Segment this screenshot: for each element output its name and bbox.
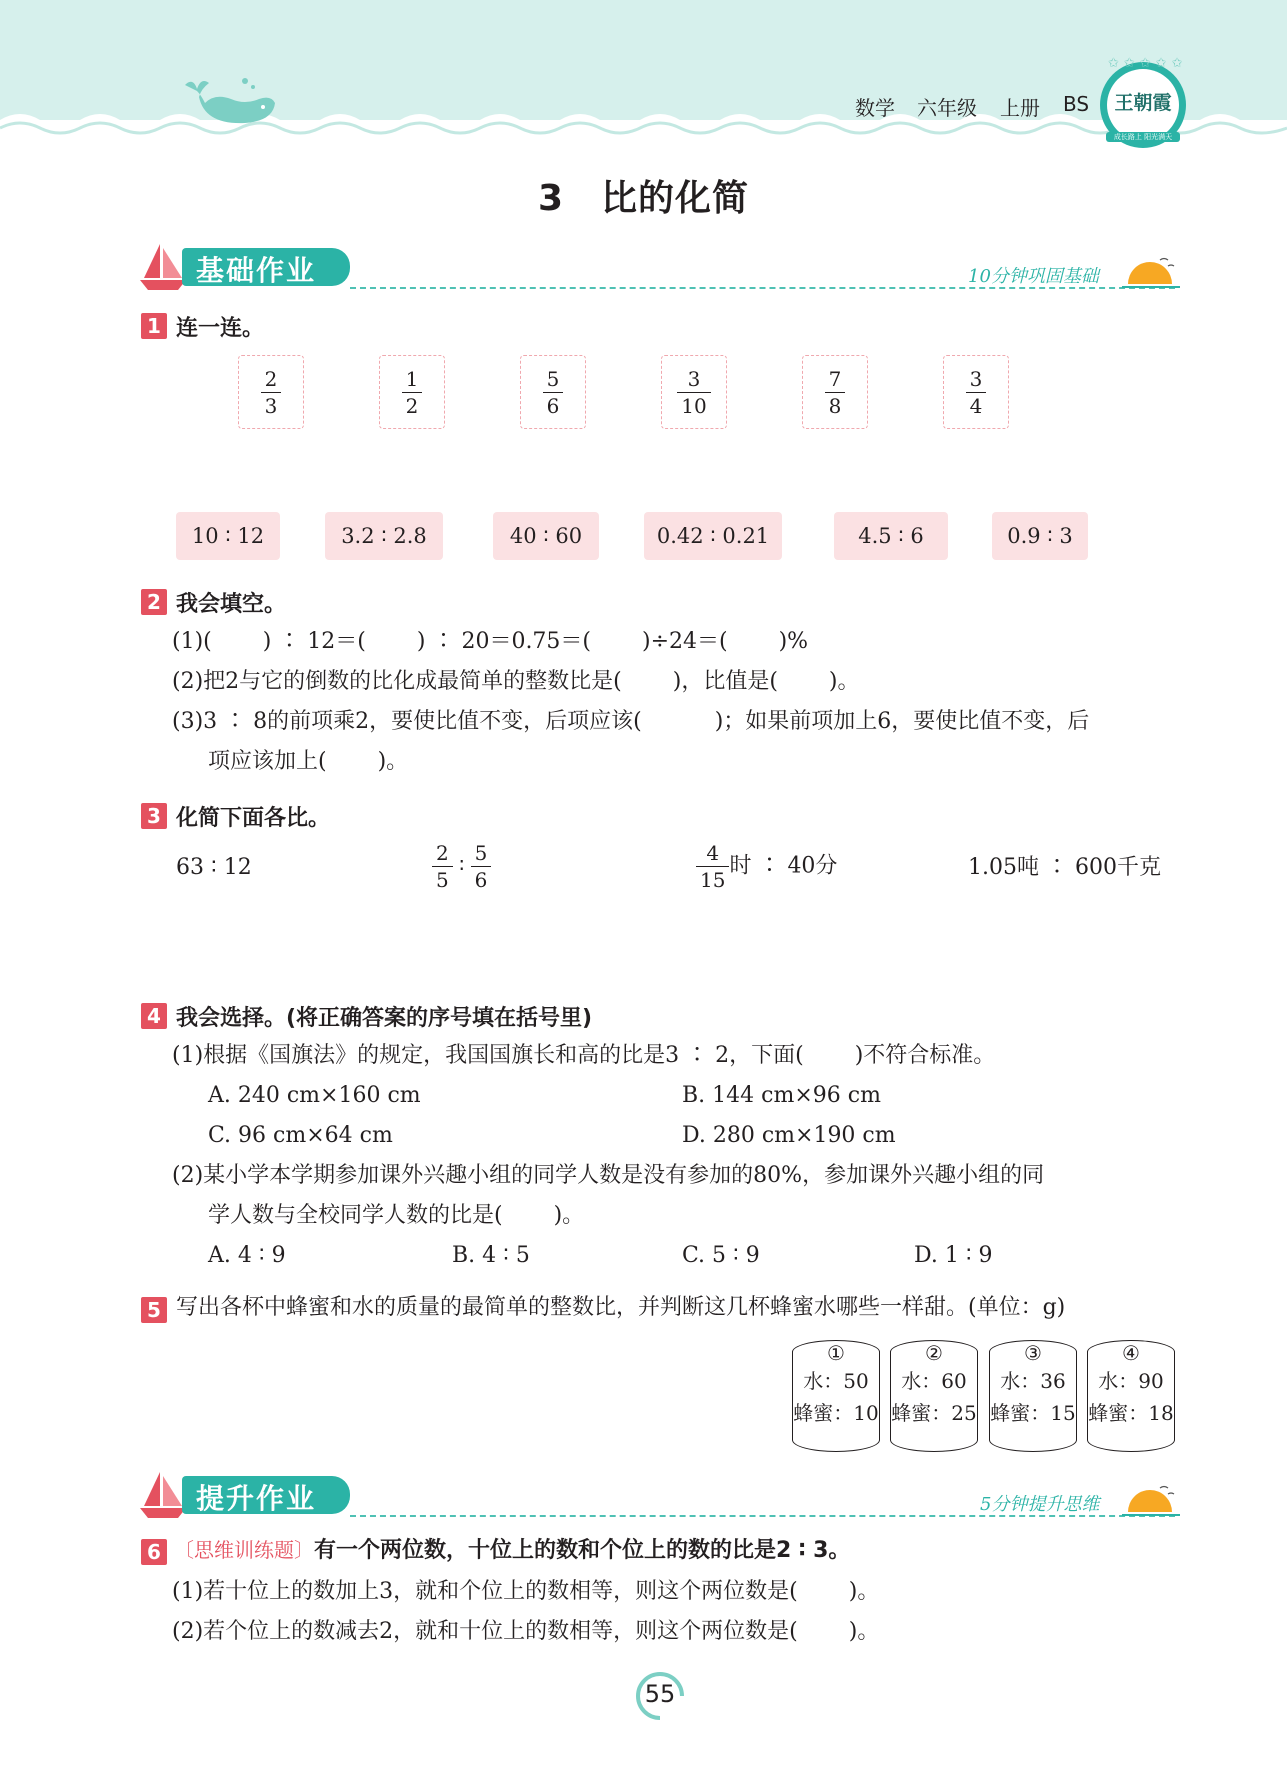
brand-name: 王朝霞: [1114, 92, 1172, 114]
cup-honey: 蜂蜜：25: [891, 1401, 977, 1425]
q3-item-1: 63 ∶ 12: [176, 855, 252, 880]
ratio-card: 3.2 ∶ 2.8: [325, 512, 443, 560]
cup-number: ②: [925, 1341, 943, 1365]
q3-item-4: 1.05吨 ∶ 600千克: [968, 855, 1161, 880]
q6-header: [174, 1535, 850, 1566]
cup-honey: 蜂蜜：18: [1088, 1401, 1174, 1425]
sunrise-icon: [1122, 1482, 1180, 1522]
q4-part2-line1: (2)某小学本学期参加课外兴趣小组的同学人数是没有参加的80%，参加课外兴趣小组的同: [172, 1163, 1045, 1188]
q3-text: 化简下面各比。: [176, 806, 331, 831]
q3-item2-a-num: 2: [432, 840, 453, 867]
sunrise-icon: [1122, 254, 1180, 294]
ratio-card: 0.9 ∶ 3: [992, 512, 1088, 560]
fraction: [677, 366, 710, 419]
section1-label: 基础作业: [196, 254, 317, 287]
q6-line-1: (1)若十位上的数加上3，就和个位上的数相等，则这个两位数是( )。: [172, 1579, 880, 1604]
cup-water: 水：50: [803, 1369, 869, 1393]
q5-number: 5: [141, 1297, 167, 1323]
fraction-denominator: 3: [264, 394, 278, 418]
fraction-denominator: 2: [405, 394, 419, 418]
section2-sub: 5分钟提升思维: [980, 1494, 1100, 1515]
fraction-card: [802, 355, 868, 429]
fraction-denominator: 4: [969, 394, 983, 418]
fraction-numerator: 5: [543, 366, 564, 393]
q4-part2-line2: 学人数与全校同学人数的比是( )。: [208, 1203, 585, 1228]
fraction-numerator: 3: [677, 366, 710, 393]
ratio-card: 4.5 ∶ 6: [834, 512, 948, 560]
q2-line-2: (2)把2与它的倒数的比化成最简单的整数比是( )，比值是( )。: [172, 669, 860, 694]
whale-icon: [175, 75, 285, 135]
q2-line-1: (1)( ) ∶ 12＝( ) ∶ 20＝0.75＝( )÷24＝( )%: [172, 629, 809, 654]
fraction-numerator: 1: [402, 366, 423, 393]
fraction: [825, 366, 846, 419]
page-number: 55: [644, 1680, 676, 1708]
q4-p1-option-b: B. 144 cm×96 cm: [682, 1083, 881, 1108]
q6-line-2: (2)若个位上的数减去2，就和十位上的数相等，则这个两位数是( )。: [172, 1619, 880, 1644]
q4-text: 我会选择。(将正确答案的序号填在括号里): [176, 1006, 593, 1031]
q6-number: 6: [141, 1539, 167, 1565]
honey-water-cup: [989, 1340, 1077, 1452]
fraction-denominator: 10: [681, 394, 707, 418]
header-volume: 上册: [1000, 96, 1040, 120]
cup-honey: 蜂蜜：15: [990, 1401, 1076, 1425]
fraction-numerator: 7: [825, 366, 846, 393]
q3-item2-b-num: 5: [471, 840, 492, 867]
q3-item3-den: 15: [700, 868, 726, 892]
cup-water: 水：36: [1000, 1369, 1066, 1393]
fraction: [543, 366, 564, 419]
header-edition: BS: [1063, 92, 1090, 116]
q2-line-3: (3)3 ∶ 8的前项乘2，要使比值不变，后项应该( )；如果前项加上6，要使比值不变，后: [172, 709, 1090, 734]
q4-p2-option-b: B. 4 ∶ 5: [452, 1243, 530, 1268]
q3-item-3: [696, 840, 837, 893]
cup-water: 水：90: [1098, 1369, 1164, 1393]
fraction-card: [238, 355, 304, 429]
q6-text: 有一个两位数，十位上的数和个位上的数的比是2 ∶ 3。: [314, 1538, 851, 1563]
fraction-denominator: 6: [546, 394, 560, 418]
q2-line-4: 项应该加上( )。: [208, 749, 409, 774]
q3-item3-rest: 时 ∶ 40分: [729, 853, 838, 879]
cup-number: ③: [1024, 1341, 1042, 1365]
sailboat-icon: [140, 242, 186, 292]
q3-item2-colon: ∶: [459, 853, 465, 877]
cup-number: ①: [827, 1341, 845, 1365]
q4-number: 4: [141, 1003, 167, 1029]
q2-text: 我会填空。: [176, 592, 287, 617]
page-title: 3 比的化简: [537, 178, 750, 219]
q4-p2-option-a: A. 4 ∶ 9: [208, 1243, 286, 1268]
q4-p2-option-d: D. 1 ∶ 9: [914, 1243, 993, 1268]
q1-number: 1: [141, 313, 167, 339]
q3-item2-b-den: 6: [474, 868, 488, 892]
ratio-card: 10 ∶ 12: [176, 512, 280, 560]
q4-part1: (1)根据《国旗法》的规定，我国国旗长和高的比是3 ∶ 2，下面( )不符合标准。: [172, 1043, 996, 1068]
q3-item2-a-den: 5: [436, 868, 449, 892]
honey-water-cup: [1087, 1340, 1175, 1452]
q4-p1-option-a: A. 240 cm×160 cm: [208, 1083, 421, 1108]
honey-water-cup: [792, 1340, 880, 1452]
section2-label: 提升作业: [196, 1482, 317, 1515]
fraction-numerator: 2: [261, 366, 282, 393]
q1-text: 连一连。: [176, 316, 265, 341]
q3-number: 3: [141, 803, 167, 829]
q4-p2-option-c: C. 5 ∶ 9: [682, 1243, 760, 1268]
sailboat-icon: [140, 1470, 186, 1520]
header-grade: 六年级: [917, 96, 977, 120]
fraction: [261, 366, 282, 419]
cup-water: 水：60: [901, 1369, 967, 1393]
q2-number: 2: [141, 589, 167, 615]
q3-item3-num: 4: [696, 840, 729, 867]
fraction: [402, 366, 423, 419]
section1-sub: 10分钟巩固基础: [968, 266, 1099, 287]
fraction-numerator: 3: [966, 366, 987, 393]
fraction-card: [661, 355, 727, 429]
ratio-card: 0.42 ∶ 0.21: [644, 512, 782, 560]
brand-logo: [1100, 62, 1186, 148]
honey-water-cup: [890, 1340, 978, 1452]
cup-honey: 蜂蜜：10: [793, 1401, 879, 1425]
cup-number: ④: [1122, 1341, 1140, 1365]
q3-item-2: [432, 840, 491, 893]
fraction: [966, 366, 987, 419]
q5-text: 写出各杯中蜂蜜和水的质量的最简单的整数比，并判断这几杯蜂蜜水哪些一样甜。(单位：g): [176, 1295, 1066, 1320]
q4-p1-option-c: C. 96 cm×64 cm: [208, 1123, 393, 1148]
fraction-card: [520, 355, 586, 429]
q6-tag: 〔思维训练题〕: [174, 1538, 314, 1562]
ratio-card: 40 ∶ 60: [493, 512, 599, 560]
fraction-card: [943, 355, 1009, 429]
star-icon: ✩✩✩✩✩: [1108, 56, 1188, 71]
fraction-denominator: 8: [828, 394, 842, 418]
q4-p1-option-d: D. 280 cm×190 cm: [682, 1123, 896, 1148]
fraction-card: [379, 355, 445, 429]
header-subject: 数学: [855, 96, 895, 120]
brand-motto: 成长路上 阳光满天: [1106, 132, 1180, 142]
